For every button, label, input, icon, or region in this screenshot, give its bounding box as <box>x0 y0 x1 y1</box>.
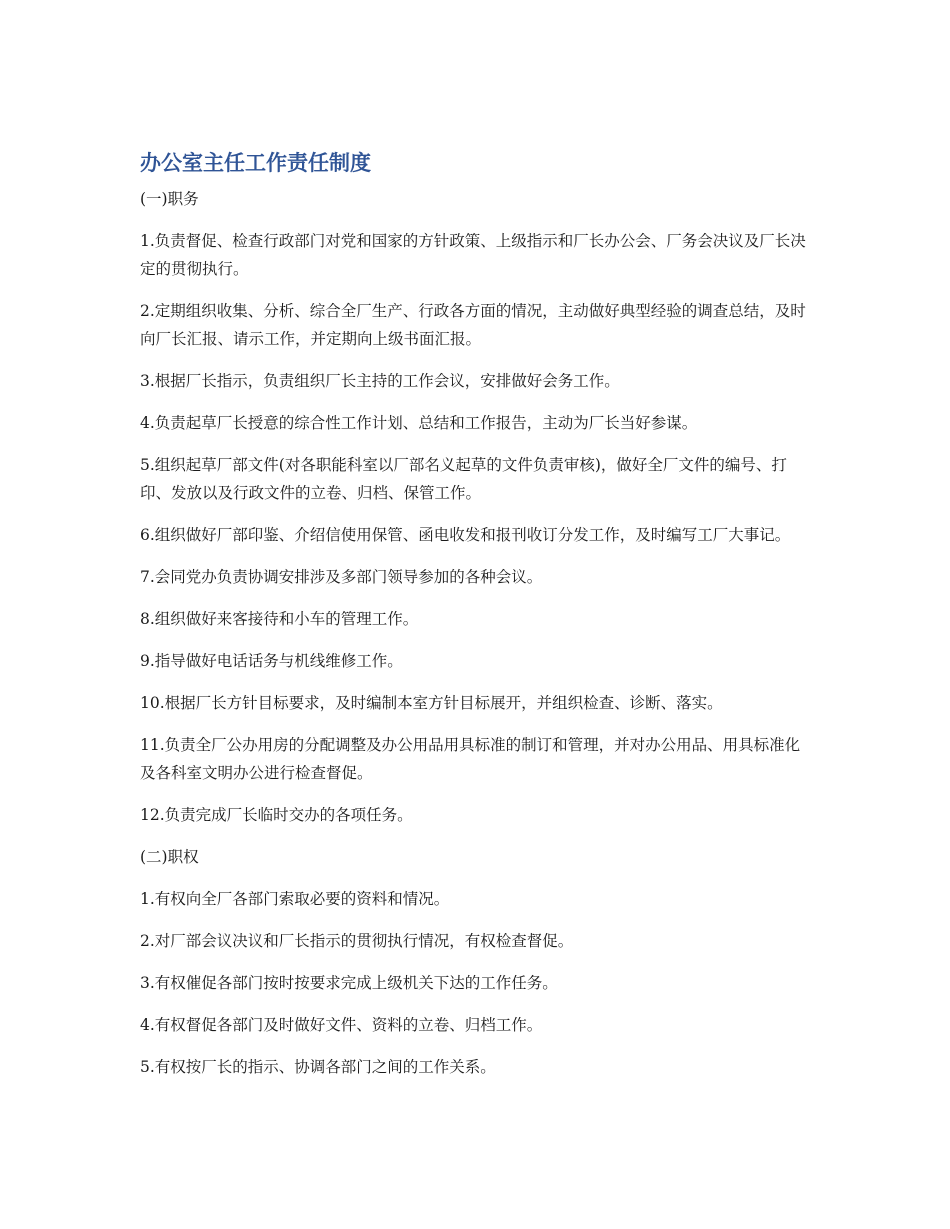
duty-item: 1.负责督促、检查行政部门对党和国家的方针政策、上级指示和厂长办公会、厂务会决议及厂长决定的贯彻执行。 <box>140 232 806 278</box>
duty-item: 6.组织做好厂部印鉴、介绍信使用保管、函电收发和报刊收订分发工作，及时编写工厂大事记。 <box>140 526 791 544</box>
authority-item: 4.有权督促各部门及时做好文件、资料的立卷、归档工作。 <box>140 1016 543 1034</box>
duty-item: 9.指导做好电话话务与机线维修工作。 <box>140 652 403 670</box>
duty-item: 4.负责起草厂长授意的综合性工作计划、总结和工作报告，主动为厂长当好参谋。 <box>140 414 698 432</box>
duty-item: 10.根据厂长方针目标要求，及时编制本室方针目标展开，并组织检查、诊断、落实。 <box>140 694 723 712</box>
document-title: 办公室主任工作责任制度 <box>140 151 371 175</box>
section-heading-authority: (二)职权 <box>140 848 199 866</box>
authority-item: 3.有权催促各部门按时按要求完成上级机关下达的工作任务。 <box>140 974 558 992</box>
authority-item: 2.对厂部会议决议和厂长指示的贯彻执行情况，有权检查督促。 <box>140 932 574 950</box>
document-page <box>140 148 812 1095</box>
duty-item: 8.组织做好来客接待和小车的管理工作。 <box>140 610 419 628</box>
duty-item: 3.根据厂长指示，负责组织厂长主持的工作会议，安排做好会务工作。 <box>140 372 620 390</box>
authority-item: 5.有权按厂长的指示、协调各部门之间的工作关系。 <box>140 1058 496 1076</box>
authority-item: 1.有权向全厂各部门索取必要的资料和情况。 <box>140 890 450 908</box>
duty-item: 2.定期组织收集、分析、综合全厂生产、行政各方面的情况，主动做好典型经验的调查总结，及时向厂长汇报、请示工作，并定期向上级书面汇报。 <box>140 302 806 348</box>
section-heading-duties: (一)职务 <box>140 190 199 208</box>
duty-item: 12.负责完成厂长临时交办的各项任务。 <box>140 806 413 824</box>
duty-item: 7.会同党办负责协调安排涉及多部门领导参加的各种会议。 <box>140 568 543 586</box>
duty-item: 5.组织起草厂部文件(对各职能科室以厂部名义起草的文件负责审核)，做好全厂文件的编号、打印、发放以及行政文件的立卷、归档、保管工作。 <box>140 456 787 502</box>
duty-item: 11.负责全厂公办用房的分配调整及办公用品用具标准的制订和管理，并对办公用品、用具标准化及各科室文明办公进行检查督促。 <box>140 736 801 782</box>
